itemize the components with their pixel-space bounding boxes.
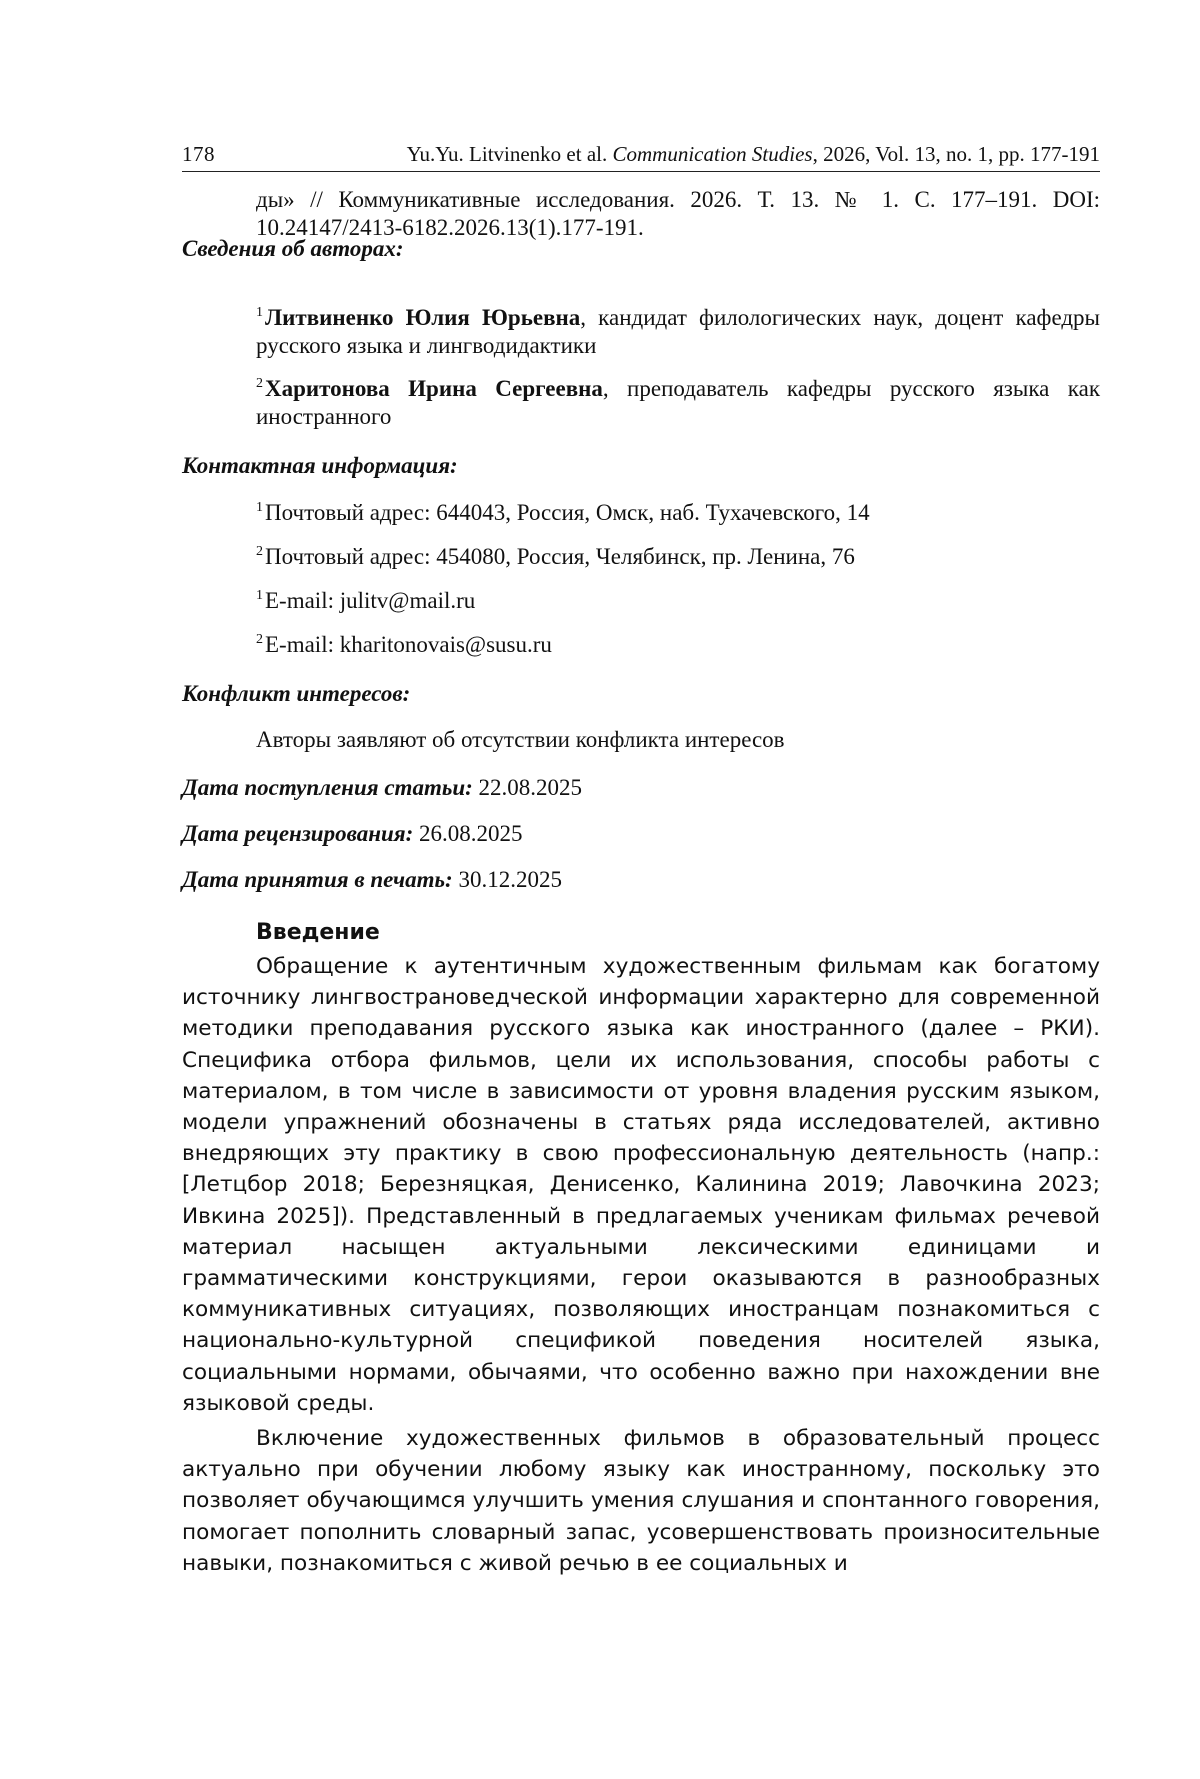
section-title: Введение (256, 920, 380, 945)
page-number: 178 (182, 142, 215, 166)
contact-email: E-mail: julitv@mail.ru (265, 588, 476, 613)
date-received (182, 774, 1100, 802)
date-accepted-value: 30.12.2025 (452, 867, 562, 892)
running-header (182, 142, 1100, 172)
author-description: , преподаватель кафедры русского языка как иностранного (256, 376, 1101, 429)
date-reviewed (182, 820, 1100, 848)
author-description: , кандидат филологических наук, доцент кафедры русского языка и лингводидактики (256, 305, 1101, 358)
contacts-heading: Контактная информация: (182, 453, 458, 478)
body-paragraph: Обращение к аутентичным художественным фильмам как богатому источнику лингвострановедческой информации характерно для современной методики преподавания русского языка как иностранного (далее – РКИ). Специфика отбора фильмов, цели их использования, способы работы с материалом, в том числе в зависимости от уровня владения русским языком, модели упражнений обозначены в статьях ряда исследователей, активно внедряющих эту практику в свою профессиональную деятельность (напр.: [Летцбор 2018; Березняцкая, Денисенко, Калинина 2019; Лавочкина 2023; Ивкина 2025]). Представленный в предлагаемых ученикам фильмах речевой материал насыщен актуальными лексическими единицами и грамматическими конструкциями, герои оказываются в разнообразных коммуникативных ситуациях, позволяющих иностранцам познакомиться с национально-культурной спецификой поведения носителей языка, социальными нормами, обычаями, что особенно важно при нахождении вне языковой среды. (182, 954, 1100, 1416)
contact-index: 2 (256, 632, 263, 647)
conflict-text: Авторы заявляют об отсутствии конфликта интересов (256, 727, 785, 752)
contact-text: Почтовый адрес: 644043, Россия, Омск, наб. Тухачевского, 14 (265, 500, 870, 525)
citation-authors: Yu.Yu. Litvinenko et al. (406, 142, 608, 166)
author-index: 2 (256, 376, 263, 391)
contact-item (256, 587, 1100, 615)
date-reviewed-value: 26.08.2025 (413, 821, 523, 846)
contact-email: E-mail: kharitonovais@susu.ru (265, 632, 552, 657)
authors-heading: Сведения об авторах: (182, 236, 404, 261)
introduction-body (182, 951, 1100, 1583)
author-name: Литвиненко Юлия Юрьевна (265, 305, 581, 330)
contact-item (256, 499, 1100, 527)
contact-index: 1 (256, 500, 263, 515)
author-entry (256, 304, 1100, 360)
citation-details: , 2026, Vol. 13, no. 1, pp. 177-191 (812, 142, 1100, 166)
running-citation (407, 142, 1100, 167)
contact-text: Почтовый адрес: 454080, Россия, Челябинск, пр. Ленина, 76 (265, 544, 855, 569)
citation-continuation: ды» // Коммуникативные исследования. 2026. Т. 13. № 1. С. 177–191. DOI: 10.24147/2413-6182.2026.13(1).177-191. (256, 187, 1100, 240)
date-received-value: 22.08.2025 (472, 775, 583, 800)
date-received-label: Дата поступления статьи: (182, 775, 473, 800)
body-paragraph: Включение художественных фильмов в образовательный процесс актуально при обучении любому языку как иностранному, поскольку это позволяет обучающимся улучшить умения слушания и спонтанного говорения, помогает пополнить словарный запас, усовершенствовать произносительные навыки, познакомиться с живой речью в ее социальных и (182, 1426, 1100, 1576)
conflict-heading: Конфликт интересов: (182, 681, 411, 706)
citation-journal: Communication Studies (612, 142, 813, 166)
contact-index: 1 (256, 588, 263, 603)
date-reviewed-label: Дата рецензирования: (182, 821, 414, 846)
date-accepted (182, 866, 1100, 894)
contact-item (256, 631, 1100, 659)
author-index: 1 (256, 305, 263, 320)
author-entry (256, 375, 1100, 431)
contact-item (256, 543, 1100, 571)
contact-index: 2 (256, 544, 263, 559)
author-name: Харитонова Ирина Сергеевна (265, 376, 603, 401)
date-accepted-label: Дата принятия в печать: (182, 867, 453, 892)
